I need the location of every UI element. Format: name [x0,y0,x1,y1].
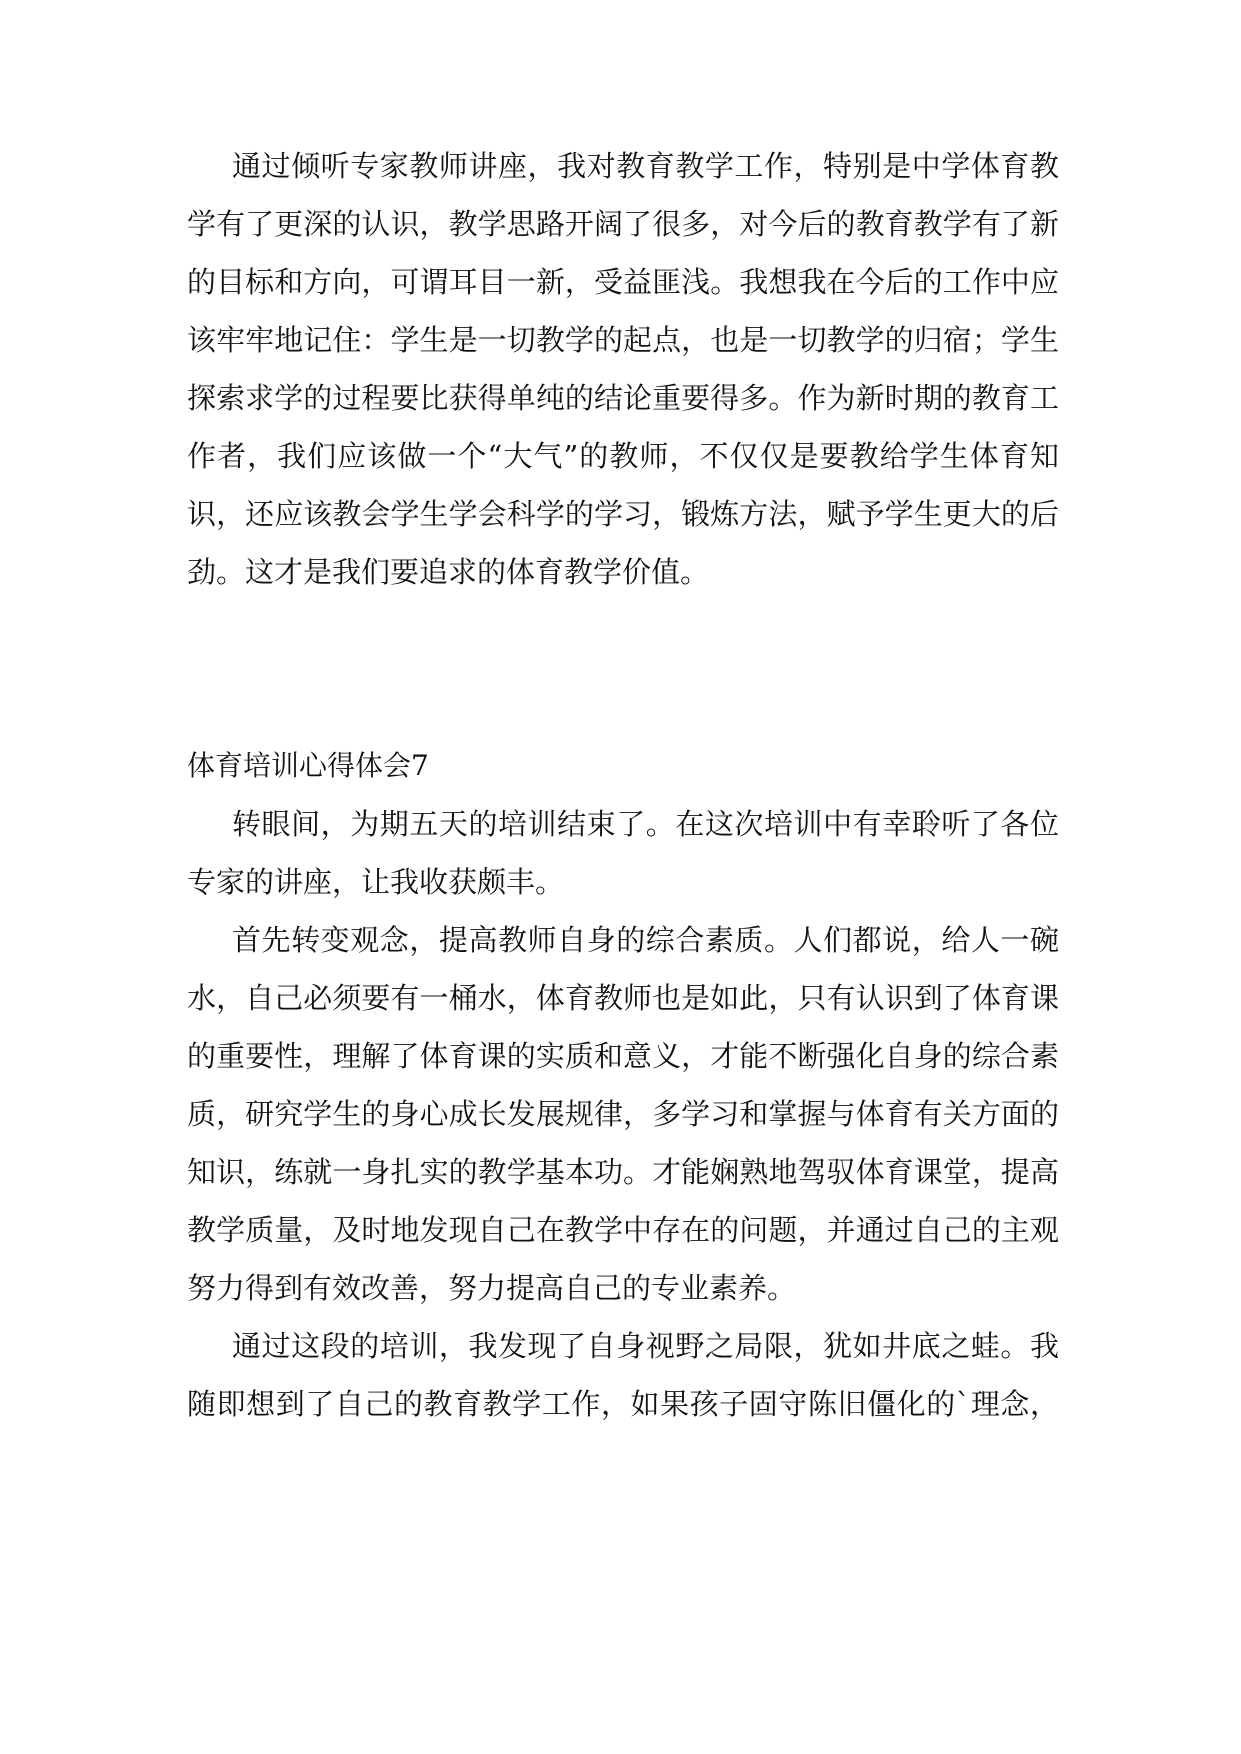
text-line: 随即想到了自己的教育教学工作，如果孩子固守陈旧僵化的`理念， [187,1387,1059,1421]
text-line: 质，研究学生的身心成长发展规律，多学习和掌握与体育有关方面的 [187,1097,1059,1131]
text-line: 专家的讲座，让我收获颇丰。 [187,865,565,899]
text-line: 努力得到有效改善，努力提高自己的专业素养。 [187,1271,797,1305]
text-line: 作者，我们应该做一个“大气”的教师，不仅仅是要教给学生体育知 [187,439,1059,473]
text-line: 通过这段的培训，我发现了自身视野之局限，犹如井底之蛙。我 [232,1329,1059,1363]
text-line: 学有了更深的认识，教学思路开阔了很多，对今后的教育教学有了新 [187,207,1059,241]
text-line: 教学质量，及时地发现自己在教学中存在的问题，并通过自己的主观 [187,1213,1059,1247]
text-line: 劲。这才是我们要追求的体育教学价值。 [187,555,710,589]
text-line: 识，还应该教会学生学会科学的学习，锻炼方法，赋予学生更大的后 [187,497,1059,531]
text-line: 通过倾听专家教师讲座，我对教育教学工作，特别是中学体育教 [232,149,1059,183]
text-line: 的重要性，理解了体育课的实质和意义，才能不断强化自身的综合素 [187,1039,1059,1073]
text-line: 水，自己必须要有一桶水，体育教师也是如此，只有认识到了体育课 [187,981,1059,1015]
text-line: 该牢牢地记住：学生是一切教学的起点，也是一切教学的归宿；学生 [187,323,1059,357]
section-title: 体育培训心得体会7 [187,749,429,782]
text-line: 的目标和方向，可谓耳目一新，受益匪浅。我想我在今后的工作中应 [187,265,1059,299]
text-line: 探索求学的过程要比获得单纯的结论重要得多。作为新时期的教育工 [187,381,1059,415]
text-line: 转眼间，为期五天的培训结束了。在这次培训中有幸聆听了各位 [232,807,1059,841]
text-line: 知识，练就一身扎实的教学基本功。才能娴熟地驾驭体育课堂，提高 [187,1155,1059,1189]
text-line: 首先转变观念，提高教师自身的综合素质。人们都说，给人一碗 [232,923,1059,957]
